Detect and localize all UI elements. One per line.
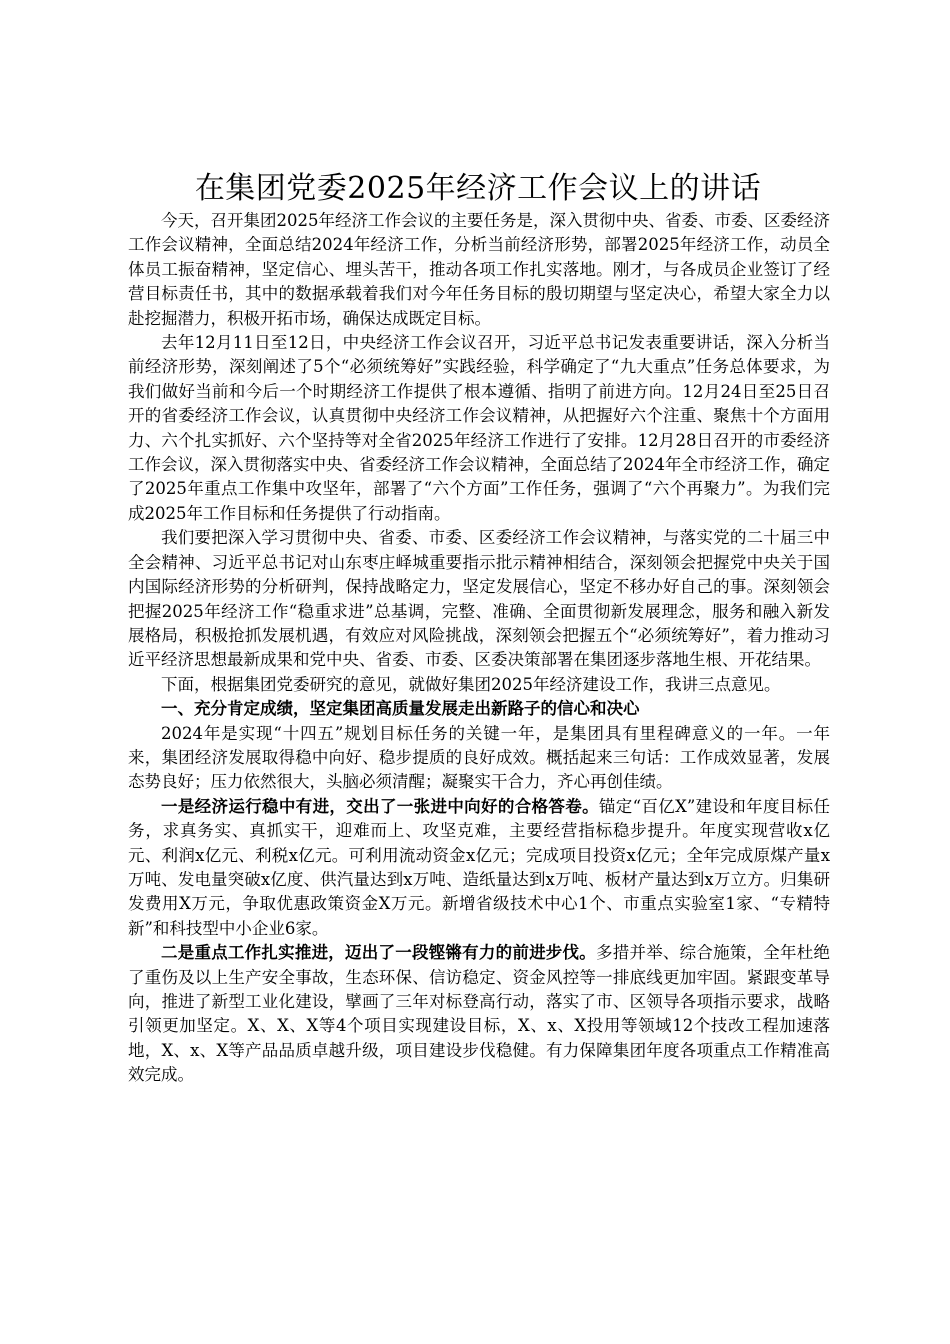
paragraph-text: 锚定“百亿X”建设和年度目标任务，求真务实、真抓实干，迎难而上、攻坚克难，主要经营指标稳步提升。年度实现营收x亿元、利润x亿元、利税x亿元。可利用流动资金x亿元；完成项目投资x亿元；全年完成原煤产量x万吨、发电量突破x亿度、供汽量达到x万吨、造纸量达到x万吨、板材产量达到x万立方。归集研发费用X万元，争取优惠政策资金X万元。新增省级技术中心1个、市重点实验室1家、“专精特新”和科技型中小企业6家。	[128, 796, 830, 938]
paragraph	[128, 526, 830, 672]
paragraph	[128, 722, 830, 795]
paragraph-text: 我们要把深入学习贯彻中央、省委、市委、区委经济工作会议精神，与落实党的二十届三中全会精神、习近平总书记对山东枣庄峄城重要指示批示精神相结合，深刻领会把握党中央关于国内国际经济形势的分析研判，保持战略定力，坚定发展信心，坚定不移办好自己的事。深刻领会把握2025年经济工作“稳重求进”总基调，完整、准确、全面贯彻新发展理念，服务和融入新发展格局，积极抢抓发展机遇，有效应对风险挑战，深刻领会把握五个“必须统筹好”，着力推动习近平经济思想最新成果和党中央、省委、市委、区委决策部署在集团逐步落地生根、开花结果。	[128, 528, 830, 670]
document-body	[128, 209, 830, 1088]
paragraph	[128, 795, 830, 941]
paragraph	[128, 673, 830, 697]
paragraph	[128, 209, 830, 331]
document-title: 在集团党委2025年经济工作会议上的讲话	[194, 171, 762, 206]
section-heading	[128, 697, 830, 721]
paragraph	[128, 941, 830, 1087]
paragraph-lead: 二是重点工作扎实推进，迈出了一段铿锵有力的前进步伐。	[161, 943, 596, 963]
paragraph-text: 多措并举、综合施策，全年杜绝了重伤及以上生产安全事故，生态环保、信访稳定、资金风控等一排底线更加牢固。紧跟变革导向，推进了新型工业化建设，擘画了三年对标登高行动，落实了市、区领导各项指示要求，战略引领更加坚定。X、X、X等4个项目实现建设目标，X、x、X投用等领域12个技改工程加速落地，X、x、X等产品品质卓越升级，项目建设步伐稳健。有力保障集团年度各项重点工作精准高效完成。	[128, 943, 831, 1085]
section-heading-text: 一、充分肯定成绩，坚定集团高质量发展走出新路子的信心和决心	[161, 699, 640, 719]
paragraph-text: 去年12月11日至12日，中央经济工作会议召开，习近平总书记发表重要讲话，深入分析当前经济形势，深刻阐述了5个“必须统筹好”实践经验，科学确定了“九大重点”任务总体要求，为我们做好当前和今后一个时期经济工作提供了根本遵循、指明了前进方向。12月24日至25日召开的省委经济工作会议，认真贯彻中央经济工作会议精神，从把握好六个注重、聚焦十个方面用力、六个扎实抓好、六个坚持等对全省2025年经济工作进行了安排。12月28日召开的市委经济工作会议，深入贯彻落实中央、省委经济工作会议精神，全面总结了2024年全市经济工作，确定了2025年重点工作集中攻坚年，部署了“六个方面”工作任务，强调了“六个再聚力”。为我们完成2025年工作目标和任务提供了行动指南。	[128, 333, 830, 523]
paragraph	[128, 331, 830, 526]
paragraph-lead: 一是经济运行稳中有进，交出了一张进中向好的合格答卷。	[161, 796, 599, 816]
paragraph-text: 下面，根据集团党委研究的意见，就做好集团2025年经济建设工作，我讲三点意见。	[161, 674, 781, 694]
paragraph-text: 今天，召开集团2025年经济工作会议的主要任务是，深入贯彻中央、省委、市委、区委经济工作会议精神，全面总结2024年经济工作，分析当前经济形势，部署2025年经济工作，动员全体员工振奋精神，坚定信心、埋头苦干，推动各项工作扎实落地。刚才，与各成员企业签订了经营目标责任书，其中的数据承载着我们对今年任务目标的殷切期望与坚定决心，希望大家全力以赴挖掘潜力，积极开拓市场，确保达成既定目标。	[128, 211, 830, 328]
paragraph-text: 2024年是实现“十四五”规划目标任务的关键一年，是集团具有里程碑意义的一年。一年来，集团经济发展取得稳中向好、稳步提质的良好成效。概括起来三句话：工作成效显著，发展态势良好；压力依然很大，头脑必须清醒；凝聚实干合力，齐心再创佳绩。	[128, 723, 830, 792]
